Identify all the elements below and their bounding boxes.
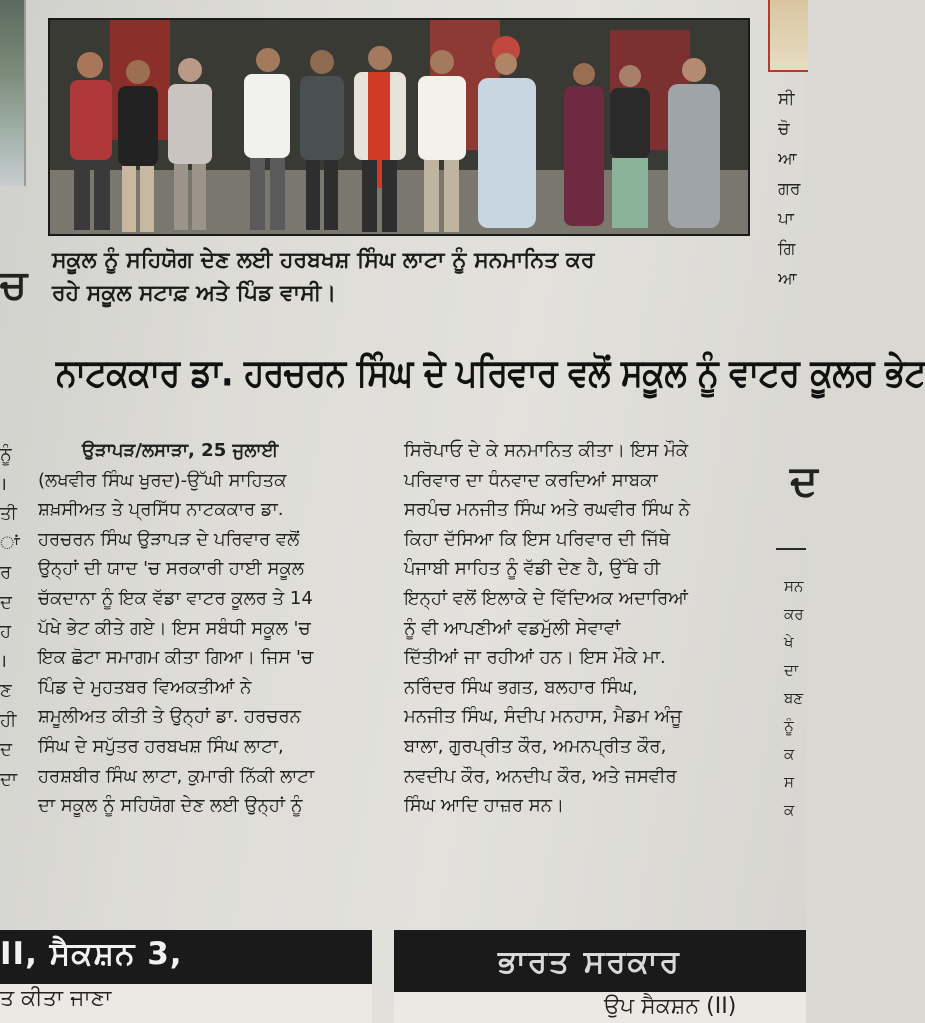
article-line: ਸਿਰੋਪਾਓ ਦੇ ਕੇ ਸਨਮਾਨਿਤ ਕੀਤਾ। ਇਸ ਮੌਕੇ [404, 440, 689, 461]
article-line: ਉਨ੍ਹਾਂ ਦੀ ਯਾਦ 'ਚ ਸਰਕਾਰੀ ਹਾਈ ਸਕੂਲ [38, 558, 304, 580]
caption-line: ਰਹੇ ਸਕੂਲ ਸਟਾਫ਼ ਅਤੇ ਪਿੰਡ ਵਾਸੀ। [52, 281, 337, 306]
article-line: (ਲਖਵੀਰ ਸਿੰਘ ਖੁਰਦ)-ਉੱਘੀ ਸਾਹਿਤਕ [38, 469, 287, 491]
article-line: ਉੜਾਪੜ/ਲਸਾੜਾ, 25 ਜੁਲਾਈ [82, 440, 279, 461]
neighbor-line: ਕ [784, 801, 795, 819]
notice-title-left: II, ਸੈਕਸ਼ਨ 3, [0, 936, 183, 972]
article-line: ਸਿੰਘ ਆਦਿ ਹਾਜ਼ਰ ਸਨ। [404, 795, 565, 817]
neighbor-photo-left [0, 0, 26, 186]
neighbor-line: ਸ [784, 773, 794, 791]
article-line: ਹਰਸ਼ਬੀਰ ਸਿੰਘ ਲਾਟਾ, ਕੁਮਾਰੀ ਨਿੱਕੀ ਲਾਟਾ [38, 765, 315, 787]
neighbor-line: ਣ [0, 680, 12, 701]
neighbor-line: ਪਾ [778, 209, 794, 229]
article-line: ਨਰਿੰਦਰ ਸਿੰਘ ਭਗਤ, ਬਲਹਾਰ ਸਿੰਘ, [404, 676, 638, 698]
neighbor-line: ਾਂ [0, 532, 20, 554]
news-photo [48, 18, 750, 236]
neighbor-line: ਖੇ [784, 633, 794, 651]
article-line: ਪੱਖੇ ਭੇਟ ਕੀਤੇ ਗਏ। ਇਸ ਸਬੰਧੀ ਸਕੂਲ 'ਚ [38, 617, 311, 639]
article-line: ਸ਼ਮੂਲੀਅਤ ਕੀਤੀ ਤੇ ਉਨ੍ਹਾਂ ਡਾ. ਹਰਚਰਨ [38, 706, 301, 728]
neighbor-line: ਨੂੰ [0, 444, 12, 465]
neighbor-headline-fragment-left: ਚ [0, 262, 27, 308]
article-line: ਨਵਦੀਪ ਕੌਰ, ਅਨਦੀਪ ਕੌਰ, ਅਤੇ ਜਸਵੀਰ [404, 765, 677, 787]
article-line: ਸ਼ਖ਼ਸੀਅਤ ਤੇ ਪ੍ਰਸਿੱਧ ਨਾਟਕਕਾਰ ਡਾ. [38, 499, 284, 521]
neighbor-line: ਸੀ [778, 89, 795, 109]
article-line: ਮਨਜੀਤ ਸਿੰਘ, ਸੰਦੀਪ ਮਨਹਾਸ, ਮੈਡਮ ਅੰਜੂ [404, 706, 682, 728]
neighbor-line: ਰ [0, 562, 12, 583]
neighbor-line: ਦਾ [784, 661, 799, 679]
article-line: ਹਰਚਰਨ ਸਿੰਘ ਉੜਾਪੜ ਦੇ ਪਰਿਵਾਰ ਵਲੋਂ [38, 528, 300, 550]
group-photo-illustration [50, 20, 748, 234]
article-line: ਦਿੱਤੀਆਂ ਜਾ ਰਹੀਆਂ ਹਨ। ਇਸ ਮੌਕੇ ਮਾ. [404, 647, 666, 669]
neighbor-line: ਤੀ [0, 503, 17, 524]
neighbor-column-right-lower [784, 572, 806, 824]
article-line: ਸਰਪੰਚ ਮਨਜੀਤ ਸਿੰਘ ਅਤੇ ਰਘਵੀਰ ਸਿੰਘ ਨੇ [404, 499, 691, 521]
article-headline: ਨਾਟਕਕਾਰ ਡਾ. ਹਰਚਰਨ ਸਿੰਘ ਦੇ ਪਰਿਵਾਰ ਵਲੋਂ ਸਕੂਲ ਨੂੰ ਵਾਟਰ ਕੂਲਰ ਭੇਟ [56, 350, 925, 395]
article-line: ਬਾਲਾ, ਗੁਰਪ੍ਰੀਤ ਕੌਰ, ਅਮਨਪ੍ਰੀਤ ਕੌਰ, [404, 735, 667, 757]
neighbor-line: ਕਰ [784, 605, 804, 623]
article-column-left [38, 436, 378, 821]
notice-subband-right [394, 992, 806, 1023]
article-line: ਪਰਿਵਾਰ ਦਾ ਧੰਨਵਾਦ ਕਰਦਿਆਂ ਸਾਬਕਾ [404, 469, 658, 491]
neighbor-line: ਆ [778, 269, 797, 289]
neighbor-line: ਦ [0, 591, 12, 613]
neighbor-column-left [0, 440, 22, 794]
article-line: ਪਿੰਡ ਦੇ ਮੁਹਤਬਰ ਵਿਅਕਤੀਆਂ ਨੇ [38, 676, 252, 698]
neighbor-line: ਸਨ [784, 577, 804, 595]
notice-title-right: ਭਾਰਤ ਸਰਕਾਰ [498, 944, 681, 980]
neighbor-line: ਗਿ [778, 239, 796, 259]
neighbor-line: ਨੂੰ [784, 717, 794, 735]
article-line: ਸਿੰਘ ਦੇ ਸਪੁੱਤਰ ਹਰਬਖਸ਼ ਸਿੰਘ ਲਾਟਾ, [38, 735, 284, 757]
caption-line: ਸਕੂਲ ਨੂੰ ਸਹਿਯੋਗ ਦੇਣ ਲਈ ਹਰਬਖਸ਼ ਸਿੰਘ ਲਾਟਾ ਨੂੰ ਸਨਮਾਨਿਤ ਕਰ [52, 248, 595, 273]
neighbor-line: । [0, 473, 7, 495]
neighbor-line: ਕ [784, 745, 795, 763]
neighbor-headline-fragment-right: ਦ [790, 456, 818, 505]
article-line: ਚੱਕਦਾਨਾ ਨੂੰ ਇਕ ਵੱਡਾ ਵਾਟਰ ਕੂਲਰ ਤੇ 14 [38, 587, 313, 609]
article-line: ਇਕ ਛੋਟਾ ਸਮਾਗਮ ਕੀਤਾ ਗਿਆ। ਜਿਸ 'ਚ [38, 647, 314, 669]
neighbor-line: ਹੀ [0, 709, 17, 731]
neighbor-line: ਦਾ [0, 768, 18, 790]
notice-subtitle-right: ਉਪ ਸੈਕਸ਼ਨ (II) [604, 994, 737, 1019]
neighbor-line: ਹ [0, 621, 12, 642]
neighbor-line: ਗਰ [778, 179, 801, 199]
neighbor-photo-right [768, 0, 808, 72]
article-line: ਕਿਹਾ ਦੱਸਿਆ ਕਿ ਇਸ ਪਰਿਵਾਰ ਦੀ ਜਿੱਥੇ [404, 528, 671, 550]
article-line: ਇਨ੍ਹਾਂ ਵਲੋਂ ਇਲਾਕੇ ਦੇ ਵਿੱਦਿਅਕ ਅਦਾਰਿਆਂ [404, 587, 688, 609]
article-line: ਪੰਜਾਬੀ ਸਾਹਿਤ ਨੂੰ ਵੱਡੀ ਦੇਣ ਹੈ, ਉੱਥੇ ਹੀ [404, 558, 661, 580]
neighbor-line: ਦ [0, 739, 12, 760]
notice-subtitle-left: ਤ ਕੀਤਾ ਜਾਣਾ [0, 986, 112, 1011]
neighbor-column-right [778, 84, 806, 294]
neighbor-line: ਆ [778, 149, 797, 169]
article-line: ਦਾ ਸਕੂਲ ਨੂੰ ਸਹਿਯੋਗ ਦੇਣ ਲਈ ਉਨ੍ਹਾਂ ਨੂੰ [38, 795, 303, 817]
neighbor-line: ਚੋ [778, 119, 790, 139]
article-line: ਨੂੰ ਵੀ ਆਪਣੀਆਂ ਵਡਮੁੱਲੀ ਸੇਵਾਵਾਂ [404, 617, 621, 639]
neighbor-line: ਬਣ [784, 689, 804, 707]
column-rule [776, 548, 806, 550]
neighbor-line: । [0, 650, 7, 672]
article-column-right [404, 436, 769, 821]
photo-caption [52, 244, 752, 310]
